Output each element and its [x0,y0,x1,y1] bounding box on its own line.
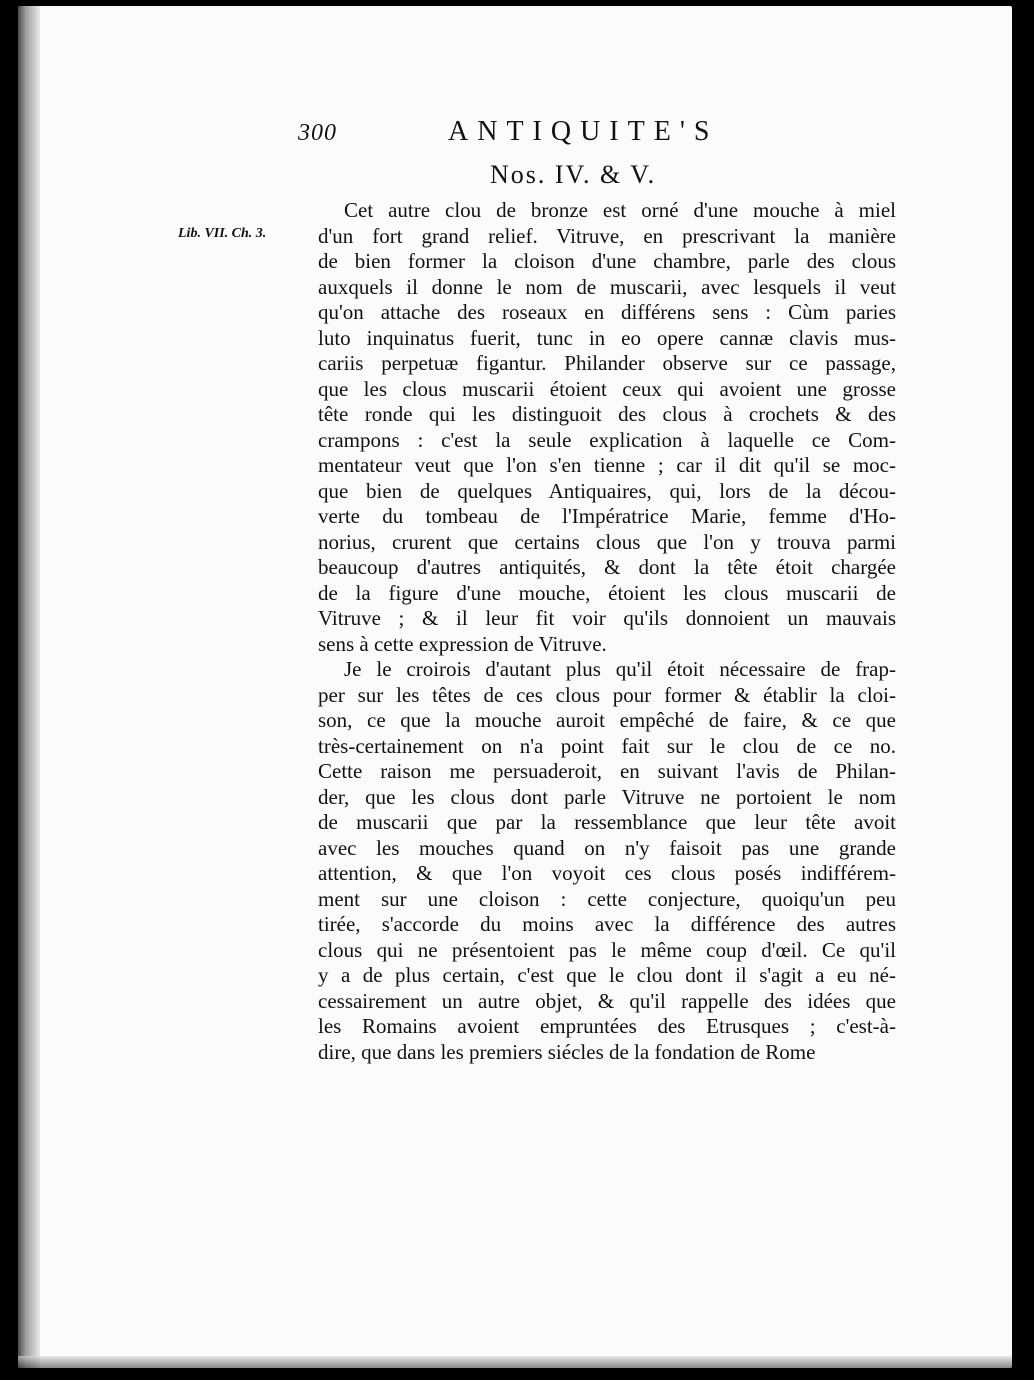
text-line: verte du tombeau de l'Impératrice Marie, femme d'Ho- [318,504,896,528]
text-line: auxquels il donne le nom de muscarii, avec lesquels il veut [318,274,896,299]
text-line: luto inquinatus fuerit, tunc in eo opere cannæ clavis mus- [318,325,896,350]
text-line: que bien de quelques Antiquaires, qui, lors de la décou- [318,478,896,503]
text-line: y a de plus certain, c'est que le clou dont il s'agit a eu né- [318,963,896,987]
text-line: cessairement un autre objet, & qu'il rappelle des idées que [318,988,896,1013]
text-line: beaucoup d'autres antiquités, & dont la tête étoit chargée [318,555,896,579]
text-line: d'un fort grand relief. Vitruve, en prescrivant la manière [318,223,896,248]
text-line: clous qui ne présentoient pas le même coup d'œil. Ce qu'il [318,937,896,962]
text-line: Cet autre clou de bronze est orné d'une mouche à miel [344,198,896,222]
text-line: crampons : c'est la seule explication à laquelle ce Com- [318,427,896,452]
text-line: tirée, s'accorde du moins avec la différence des autres [318,912,896,936]
text-line: qu'on attache des roseaux en différens sens : Cùm paries [318,300,896,324]
page-number: 300 [298,120,337,146]
text-line: de la figure d'une mouche, étoient les clous muscarii de [318,580,896,605]
text-line: les Romains avoient empruntées des Etrusques ; c'est-à- [318,1014,896,1038]
text-line: avec les mouches quand on n'y faisoit pas une grande [318,835,896,860]
text-line: Vitruve ; & il leur fit voir qu'ils donnoient un mauvais [318,606,896,630]
text-line: dire, que dans les premiers siécles de la fondation de Rome [318,1039,816,1064]
page-bottom-shadow [18,1356,1012,1368]
text-line: très-certainement on n'a point fait sur le clou de ce no. [318,733,896,758]
text-line: de muscarii que par la ressemblance que leur tête avoit [318,810,896,834]
text-line: que les clous muscarii étoient ceux qui avoient une grosse [318,376,896,401]
body-text [318,198,896,1065]
text-line: ment sur une cloison : cette conjecture, quoiqu'un peu [318,886,896,911]
section-heading: Nos. IV. & V. [490,160,657,189]
text-line: Je le croirois d'autant plus qu'il étoit nécessaire de frap- [344,657,896,681]
text-line: mentateur veut que l'on s'en tienne ; car il dit qu'il se moc- [318,453,896,477]
text-line: per sur les têtes de ces clous pour former & établir la cloi- [318,682,896,707]
text-line: son, ce que la mouche auroit empêché de faire, & ce que [318,708,896,732]
page-gutter-shadow [18,6,40,1368]
text-line: der, que les clous dont parle Vitruve ne portoient le nom [318,784,896,809]
margin-note: Lib. VII. Ch. 3. [178,226,267,241]
text-line: cariis perpetuæ figantur. Philander observe sur ce passage, [318,351,896,375]
text-line: de bien former la cloison d'une chambre, parle des clous [318,249,896,273]
text-line: attention, & que l'on voyoit ces clous posés indifférem- [318,861,896,885]
paragraph [318,657,896,1065]
text-line: sens à cette expression de Vitruve. [318,631,607,656]
running-title: ANTIQUITE'S [448,116,719,147]
text-line: norius, crurent que certains clous que l'on y trouva parmi [318,529,896,554]
paragraph [318,198,896,657]
text-line: Cette raison me persuaderoit, en suivant l'avis de Philan- [318,759,896,783]
text-line: tête ronde qui les distinguoit des clous à crochets & des [318,402,896,426]
